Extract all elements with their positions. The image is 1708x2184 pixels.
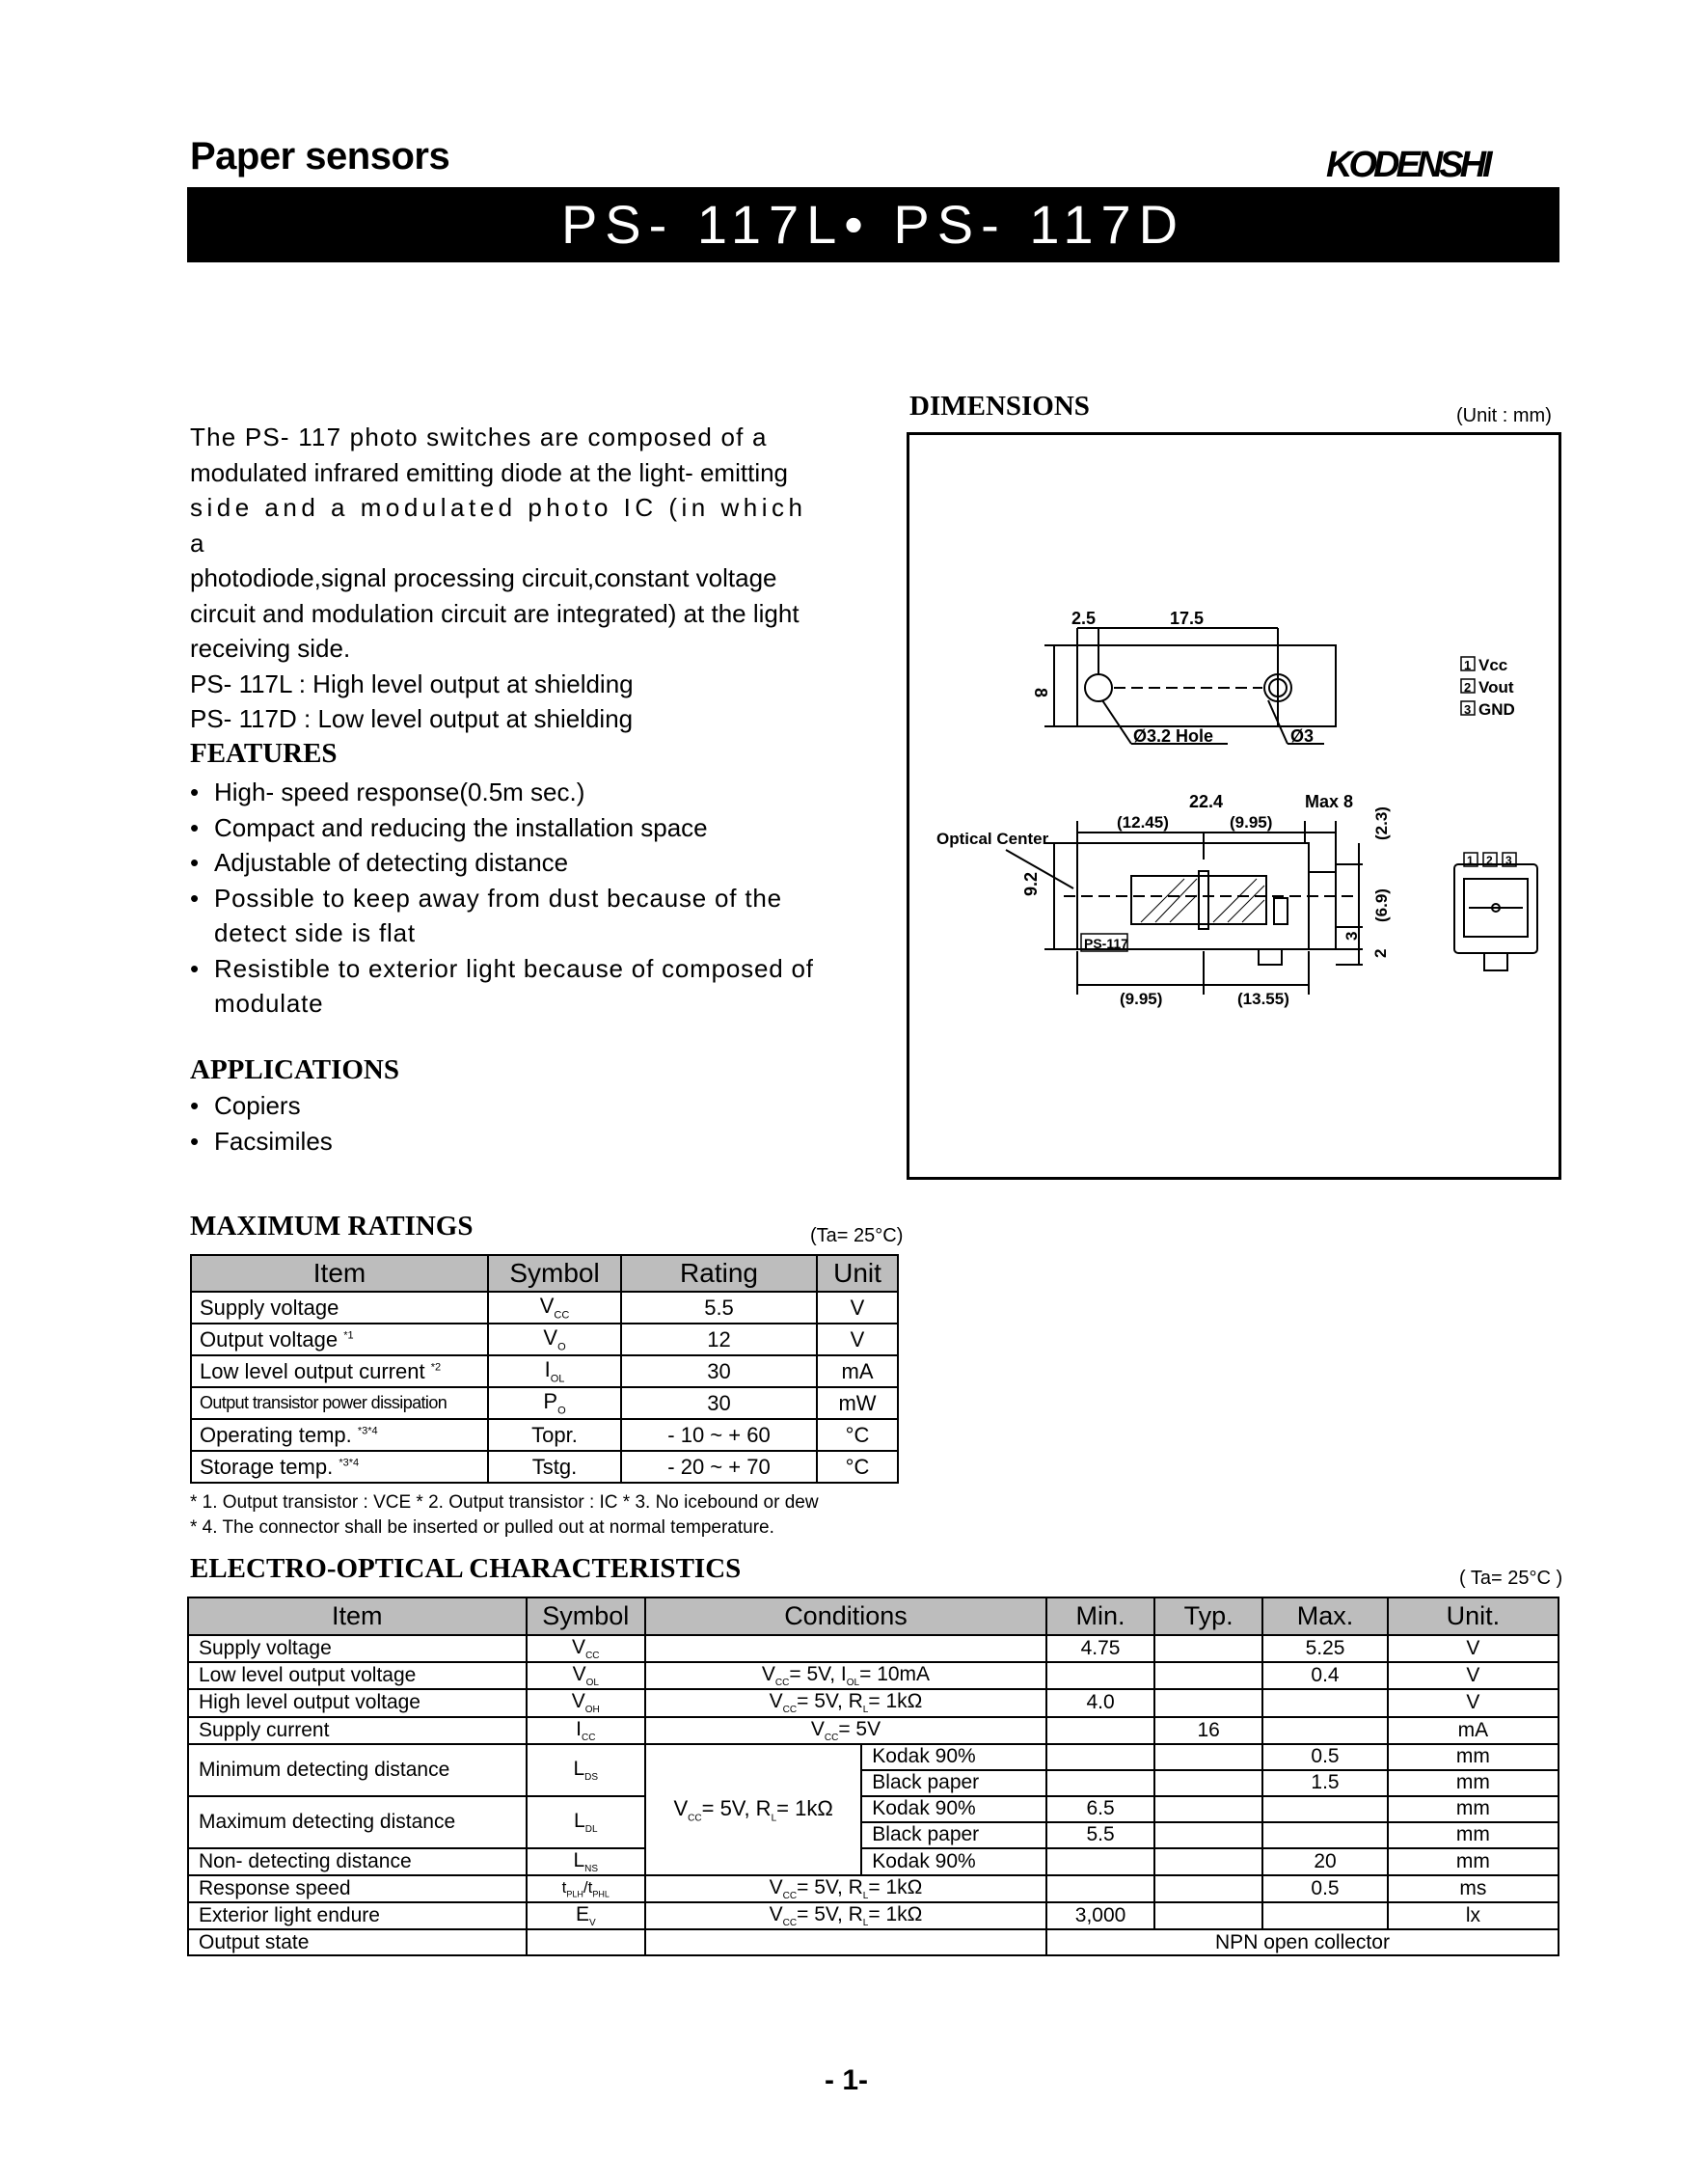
- feature-item: • Possible to keep away from dust because of the detect side is flat: [190, 881, 817, 951]
- applications-heading: APPLICATIONS: [190, 1054, 399, 1085]
- paper-type: Black paper: [861, 1822, 1046, 1848]
- table-row: [188, 1875, 1559, 1902]
- features-heading: FEATURES: [190, 738, 338, 769]
- dimension-drawing: [909, 435, 1559, 1177]
- application-item: • Copiers: [190, 1088, 576, 1124]
- symbol-subscript: CC: [581, 1732, 596, 1743]
- application-item: • Facsimiles: [190, 1124, 576, 1160]
- unit-value: V: [1388, 1635, 1559, 1662]
- item-name: Output voltage: [200, 1326, 339, 1351]
- unit-value: mA: [817, 1355, 898, 1387]
- feature-item: • High- speed response(0.5m sec.): [190, 775, 817, 810]
- rating-value: - 10 ~ + 60: [621, 1419, 817, 1451]
- unit-value: mm: [1388, 1770, 1559, 1796]
- dimensions-unit: (Unit : mm): [1456, 405, 1552, 426]
- item-name: Response speed: [188, 1875, 527, 1902]
- unit-value: mm: [1388, 1822, 1559, 1848]
- symbol: V: [572, 1663, 586, 1686]
- table-header-row: [191, 1255, 898, 1292]
- symbol-subscript: O: [557, 1405, 566, 1417]
- column-header: Unit: [817, 1255, 898, 1292]
- dim-3: 3: [1342, 931, 1361, 941]
- intro-paragraph: [190, 420, 807, 737]
- symbol-subscript: NS: [584, 1863, 599, 1874]
- symbol-subscript: CC: [554, 1309, 570, 1322]
- column-header: Typ.: [1154, 1597, 1262, 1635]
- pin-number: 3: [1505, 854, 1512, 867]
- symbol-subscript: PHL: [592, 1889, 610, 1899]
- condition-value: $V_{CC}= 5V$, $I_{OL}= 10mA$: [645, 1662, 1046, 1689]
- item-name: Maximum detecting distance: [188, 1796, 527, 1848]
- max-ratings-heading: MAXIMUM RATINGS: [190, 1211, 474, 1242]
- eo-heading: ELECTRO-OPTICAL CHARACTERISTICS: [190, 1553, 742, 1584]
- table-row: [188, 1717, 1559, 1744]
- optical-center-label: Optical Center: [936, 830, 1049, 848]
- eo-condition: ( Ta= 25°C ): [1459, 1568, 1563, 1589]
- table-row: [191, 1324, 898, 1355]
- unit-value: °C: [817, 1419, 898, 1451]
- table-row: [191, 1419, 898, 1451]
- item-name: Exterior light endure: [188, 1902, 527, 1929]
- table-header-row: [188, 1597, 1559, 1635]
- intro-text: [190, 420, 807, 737]
- table-row: [188, 1902, 1559, 1929]
- column-header: Max.: [1262, 1597, 1388, 1635]
- min-value: 4.75: [1046, 1635, 1154, 1662]
- item-name: Supply voltage: [188, 1635, 527, 1662]
- unit-value: ms: [1388, 1875, 1559, 1902]
- dimension-drawing-frame: [907, 432, 1561, 1180]
- dim-2-5: 2.5: [1071, 609, 1097, 628]
- symbol: L: [574, 1809, 585, 1832]
- table-row: [191, 1387, 898, 1419]
- footnote: * 1. Output transistor : VCE * 2. Output transistor : IC * 3. No icebound or dew: [190, 1492, 819, 1513]
- symbol: E: [575, 1903, 589, 1926]
- rating-value: - 20 ~ + 70: [621, 1451, 817, 1483]
- applications-list: [190, 1088, 576, 1159]
- dim-9-2: 9.2: [1021, 871, 1041, 896]
- condition-value: $V_{CC}= 5V$, $R_L= 1k\Omega$: [645, 1875, 1046, 1902]
- table-row: [188, 1689, 1559, 1716]
- symbol: V: [539, 1294, 555, 1319]
- item-name: Low level output voltage: [188, 1662, 527, 1689]
- table-row: [188, 1662, 1559, 1689]
- min-value: 4.0: [1046, 1689, 1154, 1716]
- footnote-ref: *2: [430, 1361, 442, 1374]
- symbol: I: [576, 1717, 582, 1740]
- unit-value: mm: [1388, 1796, 1559, 1822]
- dim-2-3: (2.3): [1372, 806, 1391, 840]
- symbol: L: [573, 1757, 585, 1780]
- max-value: 0.5: [1262, 1744, 1388, 1770]
- item-name: Output transistor power dissipation: [191, 1387, 488, 1419]
- intro-line: side and a modulated photo IC (in which a: [190, 493, 807, 558]
- intro-line: circuit and modulation circuit are integrated) at the light: [190, 598, 800, 628]
- column-header: Item: [191, 1255, 488, 1292]
- symbol-subscript: OL: [585, 1678, 599, 1689]
- condition-value: $V_{CC}= 5V$, $R_L= 1k\Omega$: [645, 1744, 861, 1875]
- column-header: Conditions: [645, 1597, 1046, 1635]
- dim-max8: Max 8: [1305, 792, 1354, 811]
- paper-type: Kodak 90%: [861, 1744, 1046, 1770]
- max-ratings-table: [190, 1254, 899, 1484]
- rating-value: 5.5: [621, 1292, 817, 1324]
- symbol-subscript: V: [588, 1918, 596, 1929]
- symbol-subscript: PLH: [566, 1889, 583, 1899]
- page-title: PS- 117L• PS- 117D: [187, 187, 1559, 262]
- rating-value: 30: [621, 1387, 817, 1419]
- unit-value: mW: [817, 1387, 898, 1419]
- dim-22-4: 22.4: [1189, 792, 1224, 811]
- symbol: V: [543, 1325, 558, 1351]
- category-label: Paper sensors: [190, 135, 450, 177]
- footnote-ref: *1: [343, 1329, 354, 1342]
- max-ratings-condition: (Ta= 25°C): [810, 1225, 904, 1246]
- dim-13-55: (13.55): [1237, 990, 1289, 1008]
- pin-number: 2: [1486, 854, 1493, 867]
- item-name: Storage temp.: [200, 1454, 334, 1479]
- condition-value: $V_{CC}= 5V$, $R_L= 1k\Omega$: [645, 1902, 1046, 1929]
- table-row: [191, 1451, 898, 1483]
- paper-type: Kodak 90%: [861, 1848, 1046, 1875]
- page-number: - 1-: [825, 2064, 868, 2096]
- symbol: P: [543, 1389, 558, 1414]
- table-row: [191, 1355, 898, 1387]
- unit-value: V: [1388, 1662, 1559, 1689]
- condition-value: $V_{CC}= 5V$, $R_L= 1k\Omega$: [645, 1689, 1046, 1716]
- item-name: Low level output current: [200, 1358, 425, 1383]
- unit-value: mm: [1388, 1848, 1559, 1875]
- pin-number: 1: [1464, 658, 1472, 672]
- unit-value: V: [817, 1324, 898, 1355]
- pin-number: 2: [1464, 680, 1472, 695]
- item-name: Output state: [188, 1929, 527, 1955]
- dim-6-9: (6.9): [1372, 888, 1391, 922]
- intro-line: The PS- 117 photo switches are composed of a: [190, 423, 768, 451]
- symbol-subscript: DL: [584, 1823, 598, 1835]
- variant-d: PS- 117D : Low level output at shielding: [190, 704, 634, 733]
- hatched-window: [1141, 879, 1264, 922]
- feature-item: • Resistible to exterior light because of composed of modulate: [190, 951, 817, 1022]
- paper-type: Kodak 90%: [861, 1796, 1046, 1822]
- max-value: 20: [1262, 1848, 1388, 1875]
- intro-line: receiving side.: [190, 634, 351, 663]
- column-header: Item: [188, 1597, 527, 1635]
- dim-2: 2: [1371, 948, 1390, 958]
- min-value: 3,000: [1046, 1902, 1154, 1929]
- symbol: I: [544, 1357, 551, 1382]
- item-name: Supply voltage: [200, 1295, 339, 1320]
- symbol: L: [573, 1848, 585, 1871]
- table-row: [188, 1848, 1559, 1875]
- eo-table: [187, 1597, 1559, 1956]
- symbol-subscript: O: [557, 1341, 566, 1353]
- dimensions-heading: DIMENSIONS: [909, 391, 1090, 422]
- column-header: Unit.: [1388, 1597, 1559, 1635]
- max-value: 0.4: [1262, 1662, 1388, 1689]
- min-value: 5.5: [1046, 1822, 1154, 1848]
- intro-line: modulated infrared emitting diode at the light- emitting: [190, 457, 789, 487]
- pin-legend: [1461, 656, 1515, 719]
- table-row: [188, 1929, 1559, 1955]
- table-row: [191, 1292, 898, 1324]
- symbol-subscript: DS: [584, 1771, 599, 1783]
- unit-value: mm: [1388, 1744, 1559, 1770]
- feature-item: • Compact and reducing the installation space: [190, 810, 817, 846]
- item-name: Non- detecting distance: [188, 1848, 527, 1875]
- intro-line: photodiode,signal processing circuit,constant voltage: [190, 563, 777, 592]
- max-value: 5.25: [1262, 1635, 1388, 1662]
- brand-logo: KODENSHI: [1326, 145, 1489, 185]
- symbol-subscript: CC: [585, 1651, 600, 1662]
- model-marking: PS-117: [1084, 936, 1128, 951]
- unit-value: °C: [817, 1451, 898, 1483]
- symbol-subscript: OL: [550, 1373, 565, 1385]
- mounting-hole: [1085, 674, 1112, 701]
- item-name: Minimum detecting distance: [188, 1744, 527, 1796]
- column-header: Rating: [621, 1255, 817, 1292]
- feature-item: • Adjustable of detecting distance: [190, 845, 817, 881]
- rating-value: 30: [621, 1355, 817, 1387]
- max-value: 1.5: [1262, 1770, 1388, 1796]
- column-header: Symbol: [527, 1597, 645, 1635]
- condition-value: $V_{CC}= 5V$: [645, 1717, 1046, 1744]
- max-value: 0.5: [1262, 1875, 1388, 1902]
- column-header: Symbol: [488, 1255, 621, 1292]
- pin-name: Vcc: [1478, 656, 1508, 674]
- footnote-ref: *3*4: [357, 1425, 378, 1437]
- dim-8: 8: [1031, 688, 1050, 698]
- unit-value: V: [1388, 1689, 1559, 1716]
- symbol: V: [572, 1636, 586, 1658]
- item-name: Supply current: [188, 1717, 527, 1744]
- symbol: t: [561, 1878, 567, 1897]
- output-state-value: NPN open collector: [1046, 1929, 1559, 1955]
- pin-number: 1: [1467, 854, 1474, 867]
- footnote-ref: *3*4: [339, 1457, 360, 1469]
- dim-12-45: (12.45): [1117, 813, 1169, 832]
- features-list: [190, 775, 817, 1022]
- symbol: Topr.: [488, 1419, 621, 1451]
- symbol-subscript: OH: [584, 1705, 600, 1716]
- table-row: [188, 1635, 1559, 1662]
- dim-9-95-bottom: (9.95): [1120, 990, 1163, 1008]
- min-value: 6.5: [1046, 1796, 1154, 1822]
- dim-9-95-top: (9.95): [1230, 813, 1273, 832]
- footnote: * 4. The connector shall be inserted or pulled out at normal temperature.: [190, 1517, 774, 1538]
- hole-label: Ø3.2 Hole: [1133, 726, 1214, 746]
- table-row: [188, 1796, 1559, 1822]
- symbol: /t: [583, 1878, 593, 1897]
- symbol: Tstg.: [488, 1451, 621, 1483]
- table-row: [188, 1744, 1559, 1770]
- paper-type: Black paper: [861, 1770, 1046, 1796]
- end-view: [1454, 853, 1537, 970]
- column-header: Min.: [1046, 1597, 1154, 1635]
- top-view-body: [1077, 645, 1336, 726]
- pin-name: GND: [1478, 700, 1515, 719]
- dim-dia3: Ø3: [1290, 726, 1315, 746]
- pin-number: 3: [1464, 702, 1472, 717]
- item-name: Operating temp.: [200, 1422, 352, 1447]
- item-name: High level output voltage: [188, 1689, 527, 1716]
- pin-name: Vout: [1478, 678, 1514, 696]
- dim-17-5: 17.5: [1170, 609, 1205, 628]
- variant-l: PS- 117L : High level output at shielding: [190, 669, 634, 698]
- symbol: V: [571, 1690, 585, 1713]
- unit-value: mA: [1388, 1717, 1559, 1744]
- unit-value: lx: [1388, 1902, 1559, 1929]
- unit-value: V: [817, 1292, 898, 1324]
- typ-value: 16: [1154, 1717, 1262, 1744]
- rating-value: 12: [621, 1324, 817, 1355]
